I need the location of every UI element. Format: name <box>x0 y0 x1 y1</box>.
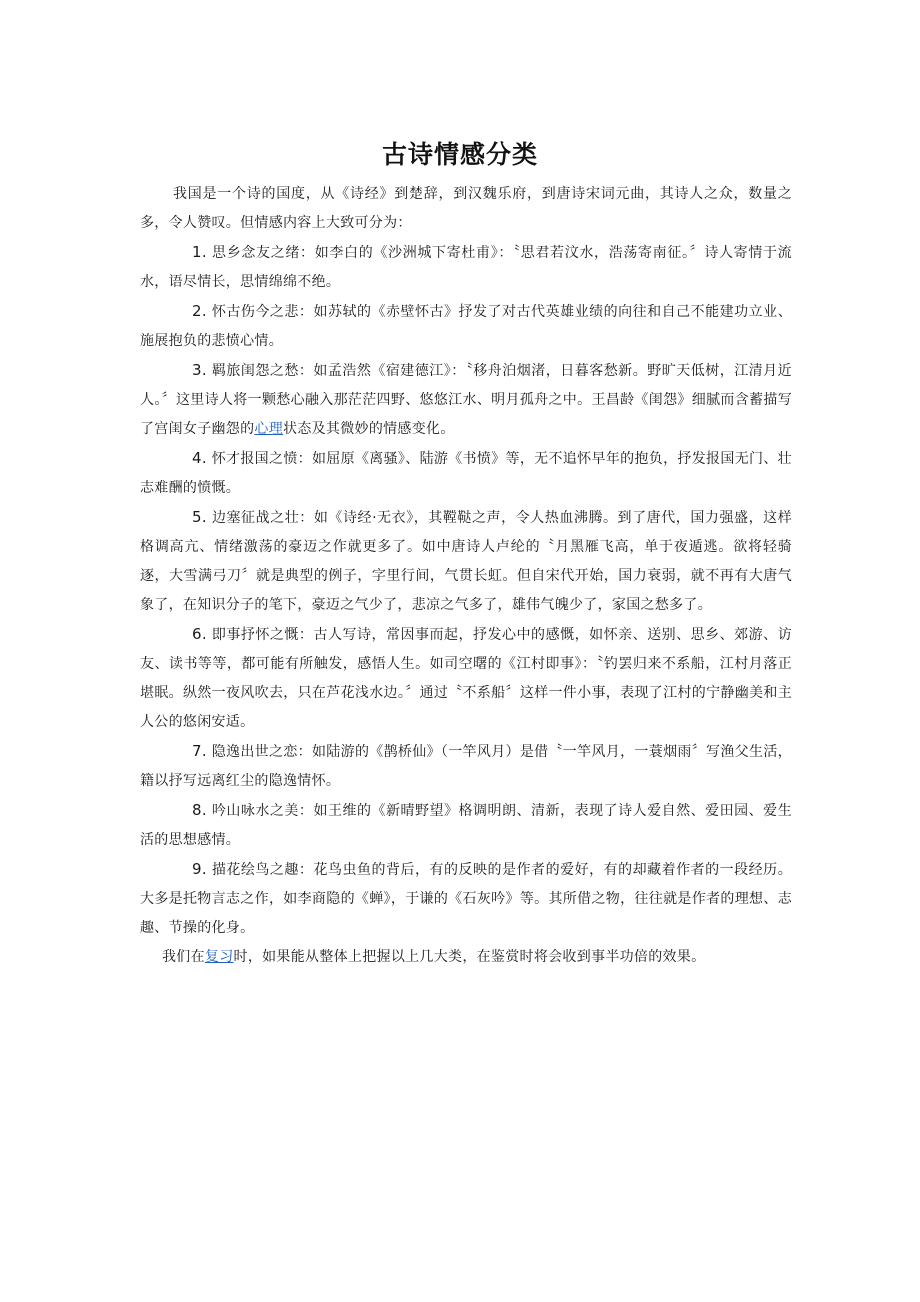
item-text: 隐逸出世之恋：如陆游的《鹊桥仙》（一竿风月）是借〝一竿风月，一蓑烟雨〞写渔父生活，籍以抒写远离红尘的隐逸情怀。 <box>140 744 792 789</box>
list-item <box>140 238 792 297</box>
item-text-before-link: 羁旅闺怨之愁：如孟浩然《宿建德江》：〝移舟泊烟渚，日暮客愁新。野旷天低树，江清月近人。〞这里诗人将一颗愁心融入那茫茫四野、悠悠江水、明月孤舟之中。王昌龄《闺怨》细腻而含蓄描写了宫闺女子幽怨的 <box>140 363 792 437</box>
item-number: 2. <box>192 302 207 320</box>
item-number: 3. <box>192 361 207 379</box>
fuxi-link[interactable]: 复习 <box>204 949 234 965</box>
item-text: 怀古伤今之悲：如苏轼的《赤壁怀古》抒发了对古代英雄业绩的向往和自己不能建功立业、施展抱负的悲愤心情。 <box>140 304 792 349</box>
list-item <box>140 796 792 855</box>
list-item <box>140 356 792 444</box>
list-item <box>140 444 792 503</box>
closing-text-after-link: 时，如果能从整体上把握以上几大类，在鉴赏时将会收到事半功倍的效果。 <box>233 949 706 965</box>
item-text: 描花绘鸟之趣：花鸟虫鱼的背后，有的反映的是作者的爱好，有的却藏着作者的一段经历。大多是托物言志之作，如李商隐的《蝉》，于谦的《石灰吟》等。其所借之物，往往就是作者的理想、志趣、节操的化身。 <box>140 862 792 936</box>
list-item <box>140 620 792 737</box>
document-body <box>140 180 792 972</box>
list-item <box>140 855 792 943</box>
closing-text-before-link: 我们在 <box>162 949 205 965</box>
item-number: 8. <box>192 801 207 819</box>
item-text-after-link: 状态及其微妙的情感变化。 <box>283 421 455 437</box>
item-text: 吟山咏水之美：如王维的《新晴野望》格调明朗、清新，表现了诗人爱自然、爱田园、爱生活的思想感情。 <box>140 803 792 848</box>
item-text: 即事抒怀之慨：古人写诗，常因事而起，抒发心中的感慨，如怀亲、送别、思乡、郊游、访友、读书等等，都可能有所触发，感悟人生。如司空曙的《江村即事》：〝钓罢归来不系船，江村月落正堪眠。纵然一夜风吹去，只在芦花浅水边。〞通过〝不系船〞这样一件小事，表现了江村的宁静幽美和主人公的悠闲安适。 <box>140 627 792 730</box>
item-text: 怀才报国之愤：如屈原《离骚》、陆游《书愤》等，无不追怀早年的抱负，抒发报国无门、壮志难酬的愤慨。 <box>140 451 792 496</box>
list-item <box>140 737 792 796</box>
document-title: 古诗情感分类 <box>381 140 538 169</box>
item-number: 9. <box>192 860 207 878</box>
item-number: 4. <box>192 449 207 467</box>
item-number: 7. <box>192 742 207 760</box>
list-item <box>140 297 792 356</box>
item-number: 5. <box>192 508 207 526</box>
xinli-link[interactable]: 心理 <box>254 421 284 437</box>
item-text: 边塞征战之壮：如《诗经·无衣》，其鞺鞑之声，令人热血沸腾。到了唐代，国力强盛，这样格调高亢、情绪激荡的豪迈之作就更多了。如中唐诗人卢纶的〝月黑雁飞高，单于夜遁逃。欲将轻骑逐，大雪满弓刀〞就是典型的例子，字里行间，气贯长虹。但自宋代开始，国力衰弱，就不再有大唐气象了，在知识分子的笔下，豪迈之气少了，悲凉之气多了，雄伟气魄少了，家国之愁多了。 <box>140 510 792 613</box>
item-number: 1. <box>192 243 207 261</box>
item-number: 6. <box>192 625 207 643</box>
list-item <box>140 503 792 620</box>
closing-paragraph <box>140 943 792 972</box>
intro-paragraph: 我国是一个诗的国度，从《诗经》到楚辞，到汉魏乐府，到唐诗宋词元曲，其诗人之众，数量之多，令人赞叹。但情感内容上大致可分为： <box>140 186 792 231</box>
item-text: 思乡念友之绪：如李白的《沙洲城下寄杜甫》：〝思君若汶水，浩荡寄南征。〞诗人寄情于流水，语尽情长，思情绵绵不绝。 <box>140 245 792 290</box>
